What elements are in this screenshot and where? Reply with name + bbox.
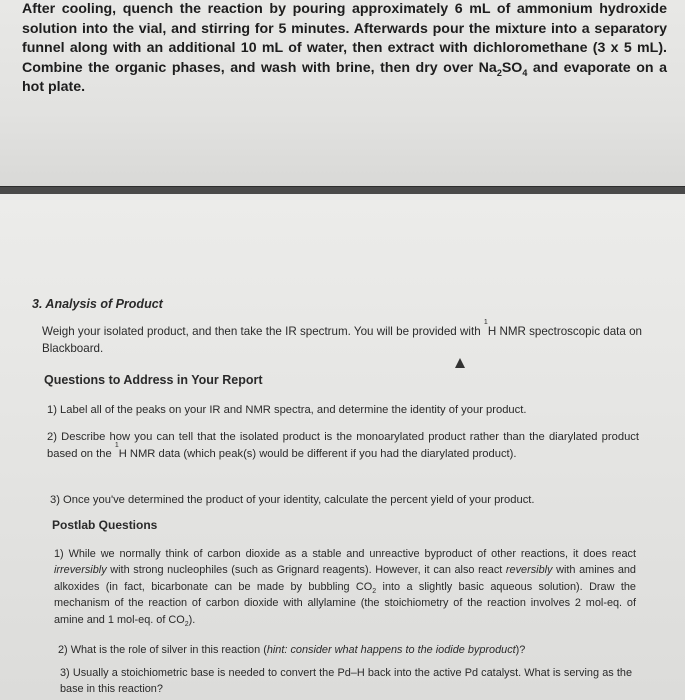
postlab-question-2: 2) What is the role of silver in this reaction (hint: consider what happens to the iodide byproduct)? [58, 644, 526, 656]
page-top [0, 0, 685, 186]
report-question-3: 3) Once you've determined the product of your identity, calculate the percent yield of your product. [50, 494, 535, 506]
procedure-paragraph: After cooling, quench the reaction by pouring approximately 6 mL of ammonium hydroxide solution into the vial, and stirring for 5 minutes. Afterwards pour the mixture into a separatory funnel along with an additional 10 mL of water, then extract with dichloromethane (3 x 5 mL). Combine the organic phases, and wash with brine, then dry over $Na_2SO_4$ and evaporate on a hot plate. [22, 1, 667, 95]
postlab-question-1: 1) While we normally think of carbon dioxide as a stable and unreactive byproduct of other reactions, it does react irreversibly with strong nucleophiles (such as Grignard reagents). However, it can also react reversibly with amines and alkoxides (in fact, bicarbonate can be made by bubbling $CO_2$ into a slightly basic aqueous solution). Draw the mechanism of the reaction of carbon dioxide with allylamine (the stoichiometry of the reaction involves 2 mol-eq. of amine and 1 mol-eq. of $CO_2$). [54, 548, 636, 628]
analysis-intro: Weigh your isolated product, and then take the IR spectrum. You will be provided with $^1$H NMR spectroscopic data on Blackboard. [42, 319, 642, 355]
postlab-question-3: 3) Usually a stoichiometric base is needed to convert the Pd–H back into the active Pd catalyst. What is serving as the base in this reaction? [60, 667, 632, 695]
report-heading: Questions to Address in Your Report [44, 373, 263, 387]
report-question-1: 1) Label all of the peaks on your IR and NMR spectra, and determine the identity of your product. [47, 404, 527, 416]
mouse-cursor-icon [455, 358, 465, 368]
report-question-2: 2) Describe how you can tell that the isolated product is the monoarylated product rather than the diarylated product based on the $^1$H NMR data (which peak(s) would be different if you had the diarylated product). [47, 431, 639, 460]
section-title: 3. Analysis of Product [32, 297, 163, 311]
postlab-heading: Postlab Questions [52, 518, 158, 532]
